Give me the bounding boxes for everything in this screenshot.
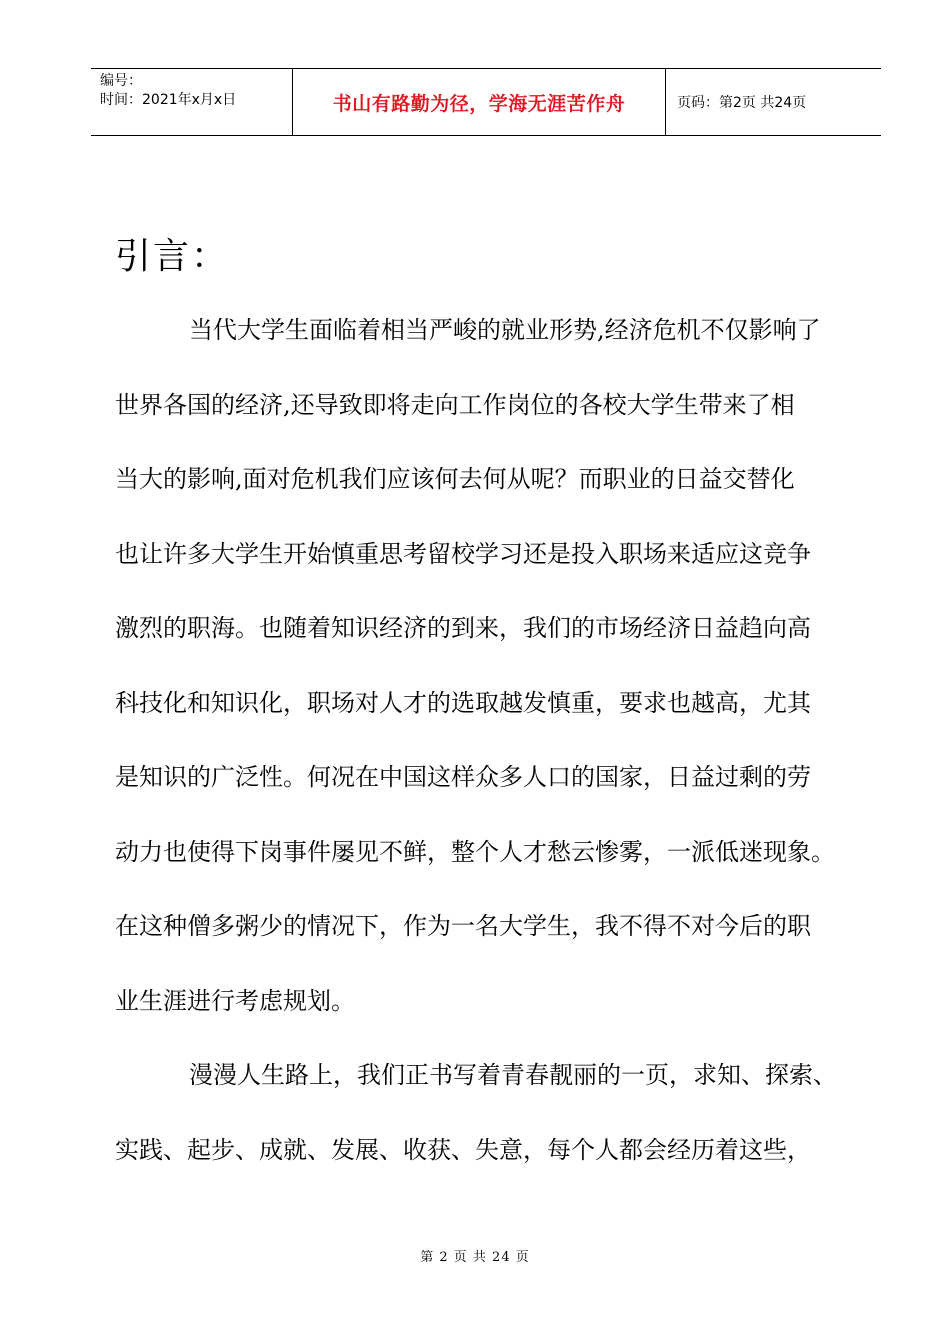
paragraph-line: 当代大学生面临着相当严峻的就业形势,经济危机不仅影响了 — [189, 316, 821, 344]
paragraph-line: 科技化和知识化，职场对人才的选取越发慎重，要求也越高，尤其 — [115, 688, 811, 717]
paragraph-line: 业生涯进行考虑规划。 — [115, 986, 355, 1015]
paragraph-line: 实践、起步、成就、发展、收获、失意，每个人都会经历着这些， — [115, 1135, 811, 1164]
paragraph-line: 激烈的职海。也随着知识经济的到来，我们的市场经济日益趋向高 — [115, 614, 811, 642]
paragraph-line: 当大的影响,面对危机我们应该何去何从呢？而职业的日益交替化 — [115, 465, 795, 493]
paragraph-line: 是知识的广泛性。何况在中国这样众多人口的国家，日益过剩的劳 — [115, 763, 811, 791]
header-meta — [91, 69, 293, 135]
paragraph-line: 漫漫人生路上，我们正书写着青春靓丽的一页，求知、探索、 — [189, 1061, 837, 1089]
paragraph-line: 在这种僧多粥少的情况下，作为一名大学生，我不得不对今后的职 — [115, 912, 811, 940]
section-title: 引言： — [115, 236, 230, 277]
document-time-label: 时间：2021年x月x日 — [100, 92, 237, 108]
header-page-number: 页码：第2页 共24页 — [677, 95, 807, 111]
page-header — [91, 68, 881, 136]
paragraph-line: 动力也使得下岗事件屡见不鲜，整个人才愁云惨雾，一派低迷现象。 — [115, 837, 835, 866]
page-footer: 第 2 页 共 24 页 — [420, 1250, 530, 1265]
document-number-label: 编号： — [100, 73, 142, 89]
paragraph-line: 也让许多大学生开始慎重思考留校学习还是投入职场来适应这竞争 — [115, 539, 811, 568]
header-motto: 书山有路勤为径，学海无涯苦作舟 — [293, 69, 666, 135]
paragraph-line: 世界各国的经济,还导致即将走向工作岗位的各校大学生带来了相 — [115, 390, 795, 419]
body-text — [115, 293, 875, 1187]
